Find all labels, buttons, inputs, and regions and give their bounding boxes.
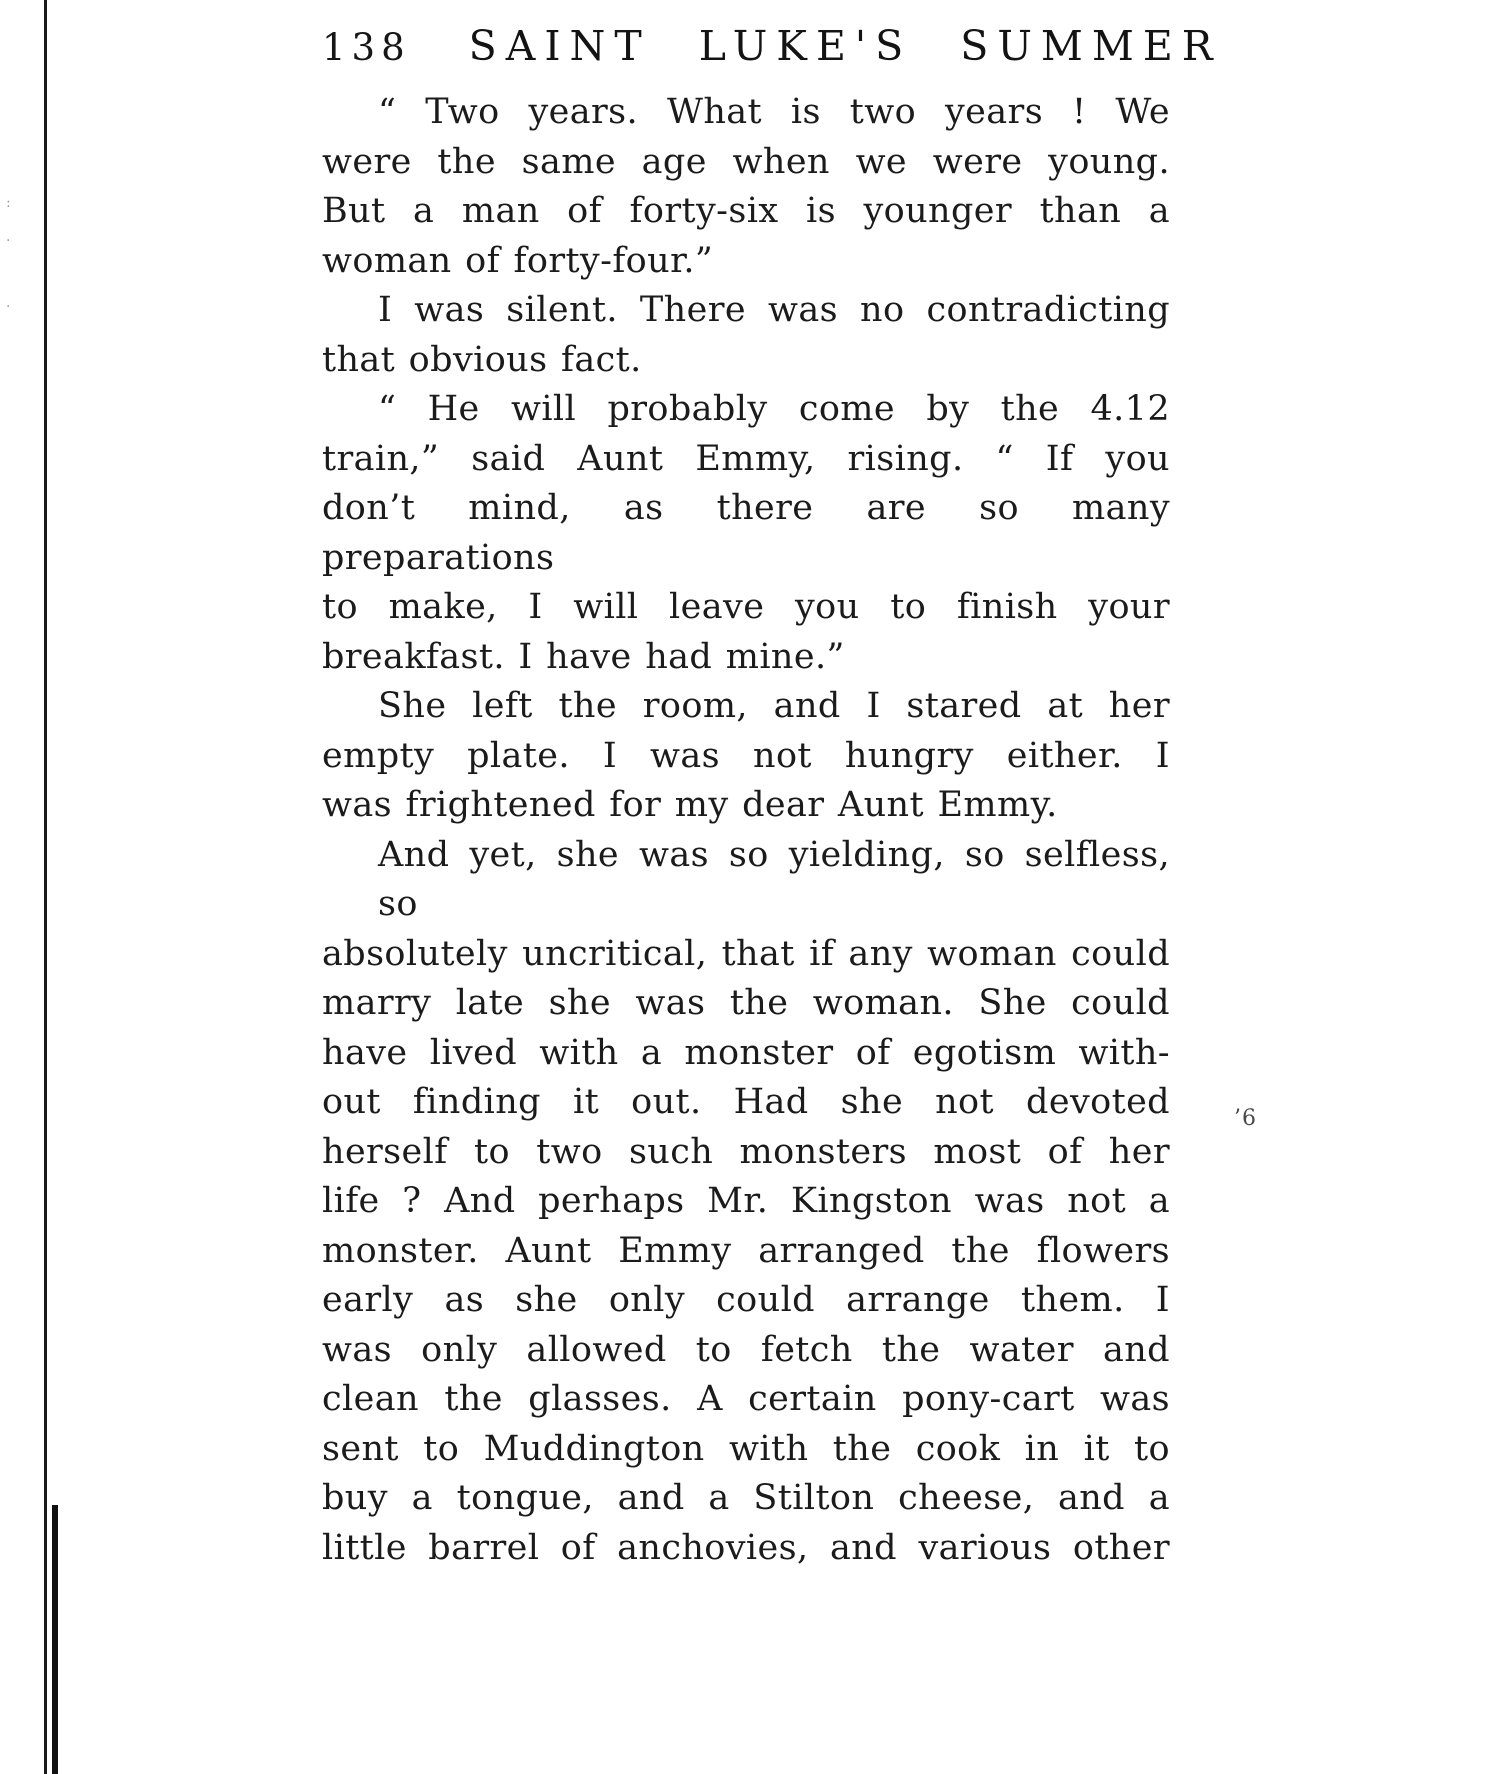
page-edge-line xyxy=(44,0,47,1774)
text-line: life ? And perhaps Mr. Kingston was not a xyxy=(322,1181,1170,1221)
paragraph xyxy=(322,286,1170,385)
page-title: SAINT LUKE'S SUMMER xyxy=(468,22,1222,70)
scan-speck: : xyxy=(6,195,11,211)
text-line: was only allowed to fetch the water and xyxy=(322,1329,1170,1370)
ink-blot-mark: ’6 xyxy=(1234,1106,1257,1131)
page-header xyxy=(322,22,1222,70)
text-line: I was silent. There was no contradicting xyxy=(378,290,1170,330)
page-number: 138 xyxy=(322,26,411,69)
text-line: sent to Muddington with the cook in it to xyxy=(322,1428,1170,1469)
paragraph xyxy=(322,682,1170,831)
text-line: marry late she was the woman. She could xyxy=(322,983,1170,1023)
text-line: little barrel of anchovies, and various other xyxy=(322,1527,1170,1568)
text-line: that obvious fact. xyxy=(322,339,642,380)
text-line: don’t mind, as there are so many preparations xyxy=(322,488,1170,578)
text-line: were the same age when we were young. xyxy=(322,141,1170,182)
text-line: buy a tongue, and a Stilton cheese, and a xyxy=(322,1478,1170,1518)
text-line: woman of forty-four.” xyxy=(322,240,714,281)
text-line: was frightened for my dear Aunt Emmy. xyxy=(322,785,1058,825)
text-line: And yet, she was so yielding, so selfless, so xyxy=(378,834,1170,924)
text-line: train,” said Aunt Emmy, rising. “ If you xyxy=(322,438,1170,479)
paragraph xyxy=(322,88,1170,286)
text-line: out finding it out. Had she not devoted xyxy=(322,1082,1170,1122)
paragraph xyxy=(322,831,1170,1574)
text-line: monster. Aunt Emmy arranged the flowers xyxy=(322,1230,1170,1271)
text-line: “ Two years. What is two years ! We xyxy=(378,92,1170,132)
text-line: to make, I will leave you to finish your xyxy=(322,587,1170,627)
text-line: have lived with a monster of egotism with- xyxy=(322,1032,1170,1073)
page-edge-line-thick xyxy=(52,1505,58,1774)
text-line: “ He will probably come by the 4.12 xyxy=(378,389,1170,429)
text-line: absolutely uncritical, that if any woman could xyxy=(322,933,1170,974)
text-line: But a man of forty-six is younger than a xyxy=(322,191,1170,231)
text-block xyxy=(322,88,1170,1573)
text-line: empty plate. I was not hungry either. I xyxy=(322,735,1170,776)
text-line: breakfast. I have had mine.” xyxy=(322,636,845,677)
paragraph xyxy=(322,385,1170,682)
scan-speck: · xyxy=(6,299,11,315)
scan-speck: · xyxy=(6,233,11,249)
text-line: She left the room, and I stared at her xyxy=(378,686,1170,726)
text-line: herself to two such monsters most of her xyxy=(322,1131,1170,1172)
text-line: early as she only could arrange them. I xyxy=(322,1280,1170,1320)
text-line: clean the glasses. A certain pony-cart was xyxy=(322,1379,1170,1419)
